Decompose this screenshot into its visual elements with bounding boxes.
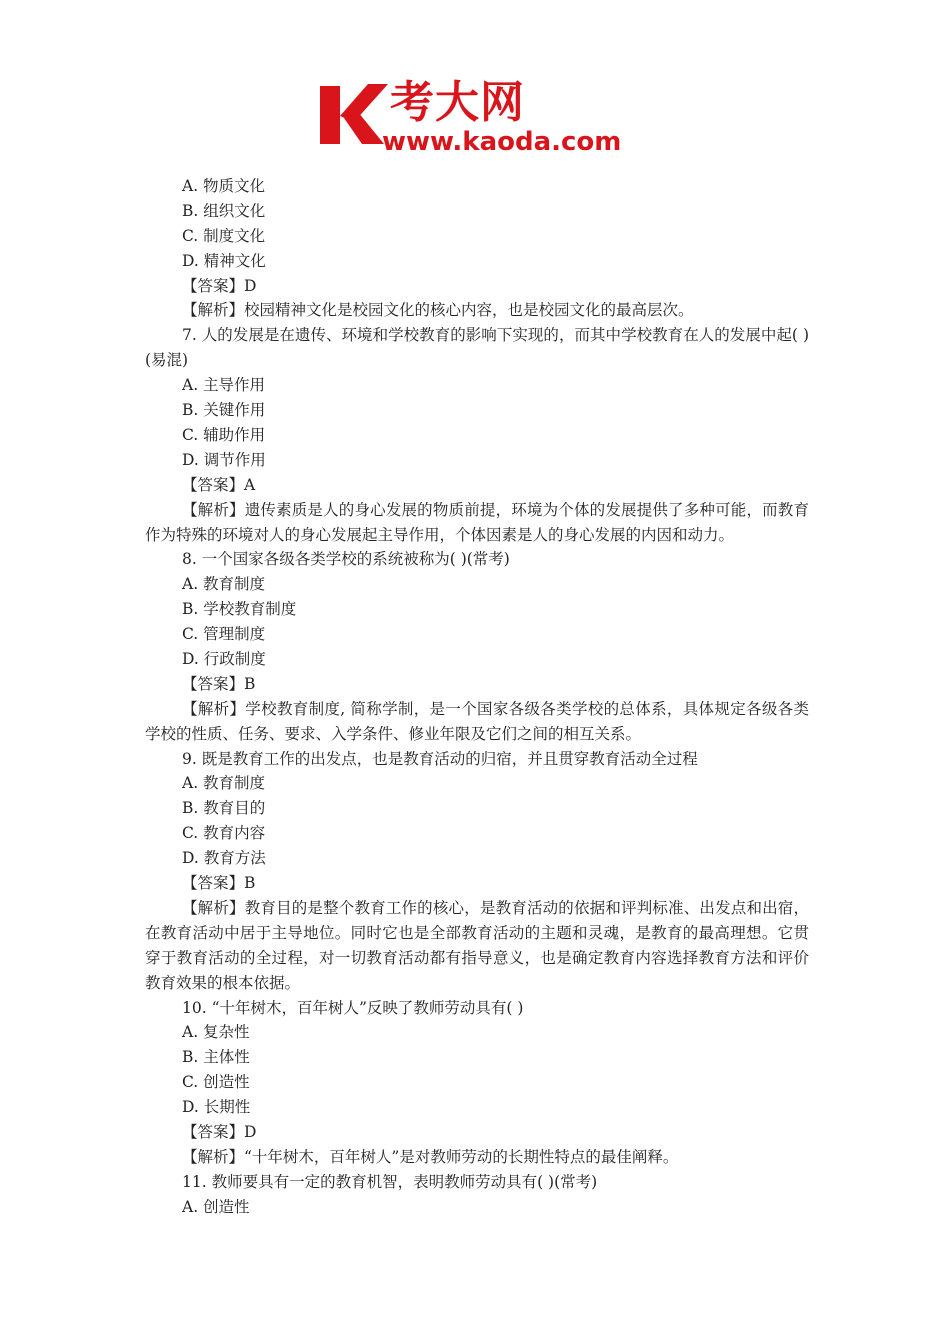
option-line: A. 物质文化	[182, 177, 266, 195]
answer-line: 【答案】D	[182, 276, 257, 295]
option-line: B. 主体性	[182, 1048, 250, 1067]
option-line: D. 长期性	[182, 1098, 251, 1117]
explanation-paragraph: 【解析】“十年树木，百年树人”是对教师劳动的长期性特点的最佳阐释。	[182, 1147, 679, 1166]
option-line: D. 调节作用	[182, 450, 266, 469]
option-line: A. 复杂性	[182, 1023, 250, 1042]
option-line: D. 精神文化	[182, 251, 266, 270]
option-line: C. 辅助作用	[182, 425, 266, 444]
explanation-paragraph: 【解析】校园精神文化是校园文化的核心内容，也是校园文化的最高层次。	[182, 301, 694, 320]
question-line: 11. 教师要具有一定的教育机智，表明教师劳动具有( )(常考)	[182, 1172, 598, 1191]
option-line: C. 教育内容	[182, 824, 266, 843]
option-line: D. 行政制度	[182, 649, 266, 668]
logo-brand-text: 考大网	[390, 77, 525, 128]
option-line: A. 教育制度	[182, 575, 266, 594]
option-line: A. 主导作用	[182, 376, 266, 395]
option-line: A. 教育制度	[182, 774, 266, 793]
option-line: B. 关键作用	[182, 401, 266, 420]
option-line: B. 学校教育制度	[182, 600, 297, 619]
answer-line: 【答案】B	[182, 874, 256, 893]
document-body	[145, 174, 809, 1220]
answer-line: 【答案】A	[182, 475, 256, 494]
question-line: 8. 一个国家各级各类学校的系统被称为( )(常考)	[182, 550, 510, 569]
option-line: C. 制度文化	[182, 226, 266, 245]
logo-url-text: www.kaoda.com	[382, 127, 622, 157]
question-line: 9. 既是教育工作的出发点，也是教育活动的归宿，并且贯穿教育活动全过程	[182, 749, 698, 768]
answer-line: 【答案】D	[182, 1123, 257, 1141]
explanation-paragraph: 【解析】学校教育制度, 简称学制，是一个国家各级各类学校的总体系，具体规定各级各类学校的性质、任务、要求、入学条件、修业年限及它们之间的相互关系。	[145, 699, 809, 743]
answer-line: 【答案】B	[182, 674, 256, 693]
k-logo-icon	[318, 82, 388, 148]
explanation-paragraph: 【解析】遗传素质是人的身心发展的物质前提，环境为个体的发展提供了多种可能，而教育作为特殊的环境对人的身心发展起主导作用，个体因素是人的身心发展的内因和动力。	[145, 500, 809, 544]
option-line: A. 创造性	[182, 1197, 250, 1216]
option-line: B. 组织文化	[182, 201, 266, 220]
option-line: C. 创造性	[182, 1073, 250, 1092]
explanation-paragraph: 【解析】教育目的是整个教育工作的核心，是教育活动的依据和评判标准、出发点和出宿，在教育活动中居于主导地位。同时它也是全部教育活动的主题和灵魂，是教育的最高理想。它贯穿于教育活动的全过程，对一切教育活动都有指导意义，也是确定教育内容选择教育方法和评价教育效果的根本依据。	[145, 898, 809, 992]
kaoda-logo	[318, 77, 638, 160]
option-line: C. 管理制度	[182, 625, 266, 644]
question-line: 7. 人的发展是在遗传、环境和学校教育的影响下实现的，而其中学校教育在人的发展中起( )(易混)	[145, 326, 809, 370]
question-line: 10. “十年树木，百年树人”反映了教师劳动具有( )	[182, 998, 524, 1017]
option-line: B. 教育目的	[182, 799, 266, 818]
option-line: D. 教育方法	[182, 849, 266, 868]
